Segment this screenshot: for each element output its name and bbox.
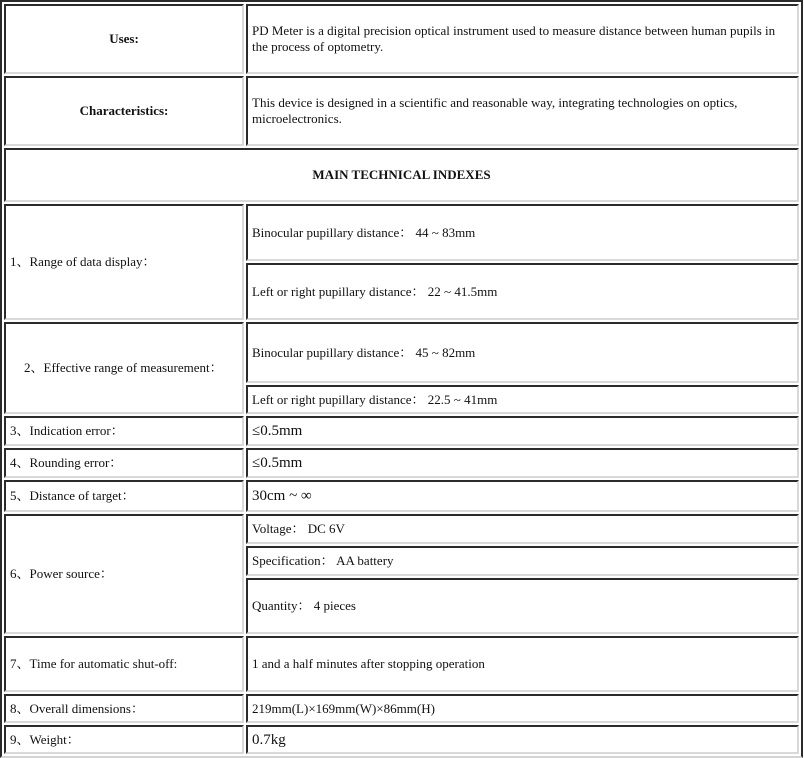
auto-shutoff-label: 7、Time for automatic shut-off: <box>4 636 244 692</box>
spec-row-effective-range <box>4 322 799 383</box>
spec-row-dimensions <box>4 694 799 723</box>
power-source-voltage: Voltage： DC 6V <box>246 514 799 544</box>
effective-range-binocular: Binocular pupillary distance： 45 ~ 82mm <box>246 322 799 383</box>
spec-row-auto-shutoff <box>4 636 799 692</box>
characteristics-label: Characteristics: <box>4 76 244 146</box>
uses-text: PD Meter is a digital precision optical instrument used to measure distance between human pupils in the process of optometry. <box>246 4 799 74</box>
distance-target-value: 30cm ~ ∞ <box>246 480 799 512</box>
distance-target-label: 5、Distance of target： <box>4 480 244 512</box>
spec-row-distance-target <box>4 480 799 512</box>
dimensions-value: 219mm(L)×169mm(W)×86mm(H) <box>246 694 799 723</box>
power-source-specification: Specification： AA battery <box>246 546 799 576</box>
spec-row-range-display <box>4 204 799 261</box>
spec-row-indication-error <box>4 416 799 446</box>
indication-error-label: 3、Indication error： <box>4 416 244 446</box>
weight-value: 0.7kg <box>246 725 799 754</box>
characteristics-row <box>4 76 799 146</box>
uses-row <box>4 4 799 74</box>
auto-shutoff-value: 1 and a half minutes after stopping operation <box>246 636 799 692</box>
characteristics-text: This device is designed in a scientific and reasonable way, integrating technologies on optics, microelectronics. <box>246 76 799 146</box>
power-source-label: 6、Power source： <box>4 514 244 634</box>
rounding-error-label: 4、Rounding error： <box>4 448 244 478</box>
range-display-monocular: Left or right pupillary distance： 22 ~ 41.5mm <box>246 263 799 320</box>
dimensions-label: 8、Overall dimensions： <box>4 694 244 723</box>
spec-row-rounding-error <box>4 448 799 478</box>
indication-error-value: ≤0.5mm <box>246 416 799 446</box>
spec-row-weight <box>4 725 799 754</box>
effective-range-monocular: Left or right pupillary distance： 22.5 ~ 41mm <box>246 385 799 414</box>
section-header: MAIN TECHNICAL INDEXES <box>4 148 799 202</box>
range-display-binocular: Binocular pupillary distance： 44 ~ 83mm <box>246 204 799 261</box>
uses-label: Uses: <box>4 4 244 74</box>
power-source-quantity: Quantity： 4 pieces <box>246 578 799 634</box>
rounding-error-value: ≤0.5mm <box>246 448 799 478</box>
range-display-label: 1、Range of data display： <box>4 204 244 320</box>
spec-row-power-source <box>4 514 799 544</box>
weight-label: 9、Weight： <box>4 725 244 754</box>
effective-range-label: 2、Effective range of measurement： <box>4 322 244 414</box>
section-header-row <box>4 148 799 202</box>
